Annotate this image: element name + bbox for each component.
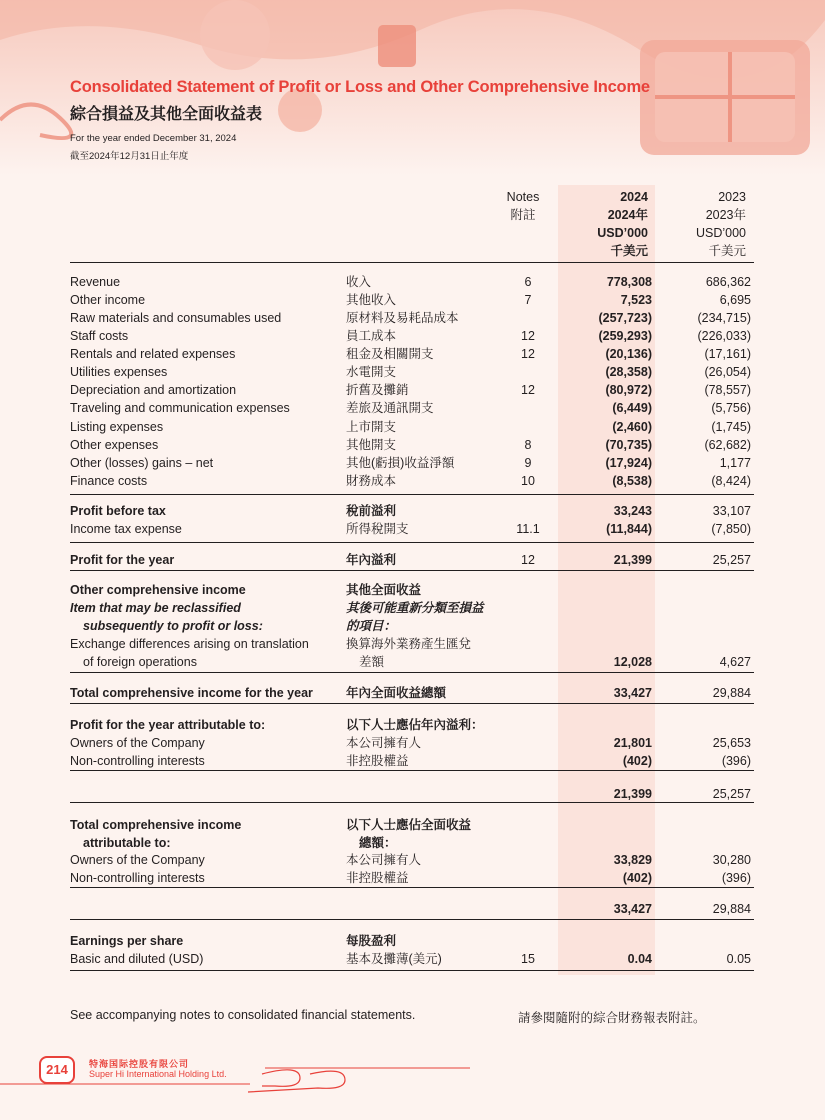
value-2024: 12,028 [613,655,652,669]
row-label-zh: 收入 [346,275,372,289]
table-row [0,345,825,363]
value-2023: (26,054) [704,365,751,379]
row-label-zh: 非控股權益 [346,754,409,768]
table-row [0,834,825,852]
row-label-zh: 以下人士應佔全面收益 [346,818,472,832]
page-title-zh: 綜合損益及其他全面收益表 [70,106,263,123]
value-2024: 21,399 [613,553,652,567]
table-row [0,950,825,968]
table-row [0,309,825,327]
value-2024: 21,399 [613,787,652,801]
row-label-zh: 折舊及攤銷 [346,383,409,397]
value-2024: (8,538) [612,474,652,488]
note-ref: 9 [524,456,532,470]
company-name-zh: 特海国际控股有限公司 [89,1059,190,1069]
row-label: Profit for the year attributable to: [70,718,266,732]
table-row [0,617,825,635]
table-row [0,653,825,671]
value-2024: (402) [622,754,652,768]
row-label-zh: 員工成本 [346,329,397,343]
notes-column-header: Notes 附註 [506,190,540,222]
row-label-zh: 租金及相關開支 [346,347,434,361]
value-2023: 25,257 [712,787,751,801]
value-2024: 33,243 [613,504,652,518]
value-2023: (17,161) [704,347,751,361]
row-label: Non-controlling interests [70,871,205,885]
table-row [0,581,825,599]
header-rule [70,262,754,263]
value-2024: 778,308 [606,275,652,289]
period-label-zh: 截至2024年12月31日止年度 [70,151,189,162]
note-ref: 15 [521,952,535,966]
value-2023: 25,653 [712,736,751,750]
value-2024: (80,972) [605,383,652,397]
row-label: Staff costs [70,329,129,343]
table-row [0,716,825,734]
row-label: Owners of the Company [70,736,205,750]
row-label-zh: 上市開支 [346,420,397,434]
section-rule [70,802,754,803]
row-label: Total comprehensive income for the year [70,686,313,700]
section-rule [70,887,754,888]
row-label-zh: 原材料及易耗品成本 [346,311,459,325]
value-2023: (234,715) [697,311,751,325]
row-label-zh: 其他全面收益 [346,583,422,597]
row-label: Profit for the year [70,553,175,567]
value-2023: 0.05 [726,952,751,966]
table-row [0,599,825,617]
section-rule [70,570,754,571]
section-rule [70,672,754,673]
row-label: Non-controlling interests [70,754,205,768]
row-label-zh: 的項目： [346,619,397,633]
table-row [0,454,825,472]
value-2024: (257,723) [598,311,652,325]
row-label-zh: 差額 [359,655,385,669]
value-2024: (259,293) [598,329,652,343]
note-ref: 12 [521,347,535,361]
value-2023: (8,424) [711,474,751,488]
table-row [0,291,825,309]
table-row [0,436,825,454]
year-2023-column-header: 2023 2023年 USD’000 千美元 [695,190,746,258]
row-label: Exchange differences arising on translation [70,637,309,651]
table-row [0,381,825,399]
table-row [0,502,825,520]
table-row [0,635,825,653]
row-label-zh: 其他開支 [346,438,397,452]
value-2024: (28,358) [605,365,652,379]
row-label-zh: 年內溢利 [346,553,397,567]
table-row [0,752,825,770]
company-name: Super Hi International Holding Ltd. [89,1069,227,1079]
value-2023: (78,557) [704,383,751,397]
table-row [0,734,825,752]
value-2023: 29,884 [712,686,751,700]
section-rule [70,919,754,920]
value-2024: (2,460) [612,420,652,434]
section-rule [70,970,754,971]
row-label: Other (losses) gains – net [70,456,214,470]
table-row [0,684,825,702]
value-2024: 33,829 [613,853,652,867]
table-row [0,273,825,291]
value-2023: 686,362 [705,275,751,289]
row-label: subsequently to profit or loss: [83,619,263,633]
table-row [0,327,825,345]
note-ref: 12 [521,329,535,343]
table-row [0,418,825,436]
row-label: Rentals and related expenses [70,347,236,361]
row-label-zh: 稅前溢利 [346,504,397,518]
value-2024: (6,449) [612,401,652,415]
row-label: Other expenses [70,438,159,452]
value-2024: (70,735) [605,438,652,452]
row-label: Other comprehensive income [70,583,246,597]
row-label: of foreign operations [83,655,197,669]
row-label-zh: 其他收入 [346,293,397,307]
table-row [0,816,825,834]
row-label-zh: 基本及攤薄(美元) [346,952,442,966]
row-label: Owners of the Company [70,853,205,867]
value-2024: (402) [622,871,652,885]
value-2023: (396) [721,871,751,885]
value-2024: 33,427 [613,902,652,916]
value-2023: (5,756) [711,401,751,415]
value-2024: 7,523 [620,293,652,307]
row-label: Depreciation and amortization [70,383,237,397]
row-label: Income tax expense [70,522,182,536]
row-label-zh: 水電開支 [346,365,397,379]
row-label: Item that may be reclassified [70,601,241,615]
note-ref: 11.1 [516,522,540,536]
row-label: Other income [70,293,146,307]
row-label-zh: 其後可能重新分類至損益 [346,601,484,615]
footnote-zh: 請參閱隨附的綜合財務報表附註。 [518,1011,706,1025]
value-2023: (7,850) [711,522,751,536]
value-2023: 1,177 [719,456,751,470]
row-label-zh: 年內全面收益總額 [346,686,447,700]
value-2023: (1,745) [711,420,751,434]
row-label-zh: 總額： [359,836,397,850]
footnote: See accompanying notes to consolidated financial statements. [70,1008,416,1022]
note-ref: 10 [521,474,535,488]
row-label-zh: 每股盈利 [346,934,397,948]
row-label: Total comprehensive income [70,818,242,832]
row-label: Utilities expenses [70,365,168,379]
value-2024: (11,844) [606,522,652,536]
table-row [0,785,825,803]
row-label-zh: 本公司擁有人 [346,736,422,750]
table-row [0,399,825,417]
row-label-zh: 本公司擁有人 [346,853,422,867]
value-2023: (396) [721,754,751,768]
value-2024: 21,801 [613,736,652,750]
period-label: For the year ended December 31, 2024 [70,133,237,144]
note-ref: 6 [524,275,532,289]
row-label: Revenue [70,275,121,289]
section-rule [70,542,754,543]
value-2023: 25,257 [712,553,751,567]
table-row [0,551,825,569]
note-ref: 7 [524,293,532,307]
row-label-zh: 所得稅開支 [346,522,409,536]
row-label: Raw materials and consumables used [70,311,282,325]
year-2024-column-header: 2024 2024年 USD’000 千美元 [597,190,648,258]
table-row [0,869,825,887]
row-label-zh: 差旅及通訊開支 [346,401,434,415]
value-2023: (226,033) [697,329,751,343]
note-ref: 12 [521,553,535,567]
table-row [0,472,825,490]
section-rule [70,770,754,771]
row-label: Listing expenses [70,420,164,434]
section-rule [70,494,754,495]
value-2023: 4,627 [719,655,751,669]
row-label-zh: 換算海外業務產生匯兌 [346,637,472,651]
row-label-zh: 其他(虧損)收益淨額 [346,456,455,470]
value-2023: (62,682) [704,438,751,452]
table-row [0,900,825,918]
note-ref: 8 [524,438,532,452]
row-label-zh: 以下人士應佔年內溢利： [346,718,484,732]
row-label: Earnings per share [70,934,184,948]
row-label: attributable to: [83,836,171,850]
value-2023: 6,695 [719,293,751,307]
row-label: Profit before tax [70,504,166,518]
table-row [0,932,825,950]
value-2023: 33,107 [712,504,751,518]
row-label-zh: 非控股權益 [346,871,409,885]
page-number: 214 [39,1056,75,1084]
value-2024: (20,136) [605,347,652,361]
table-row [0,363,825,381]
value-2023: 30,280 [712,853,751,867]
section-rule [70,703,754,704]
row-label: Finance costs [70,474,148,488]
value-2024: (17,924) [605,456,652,470]
value-2024: 33,427 [613,686,652,700]
page-title: Consolidated Statement of Profit or Loss and Other Comprehensive Income [70,78,650,96]
row-label: Traveling and communication expenses [70,401,290,415]
table-row [0,851,825,869]
value-2024: 0.04 [627,952,652,966]
note-ref: 12 [521,383,535,397]
row-label: Basic and diluted (USD) [70,952,204,966]
row-label-zh: 財務成本 [346,474,397,488]
value-2023: 29,884 [712,902,751,916]
table-row [0,520,825,538]
